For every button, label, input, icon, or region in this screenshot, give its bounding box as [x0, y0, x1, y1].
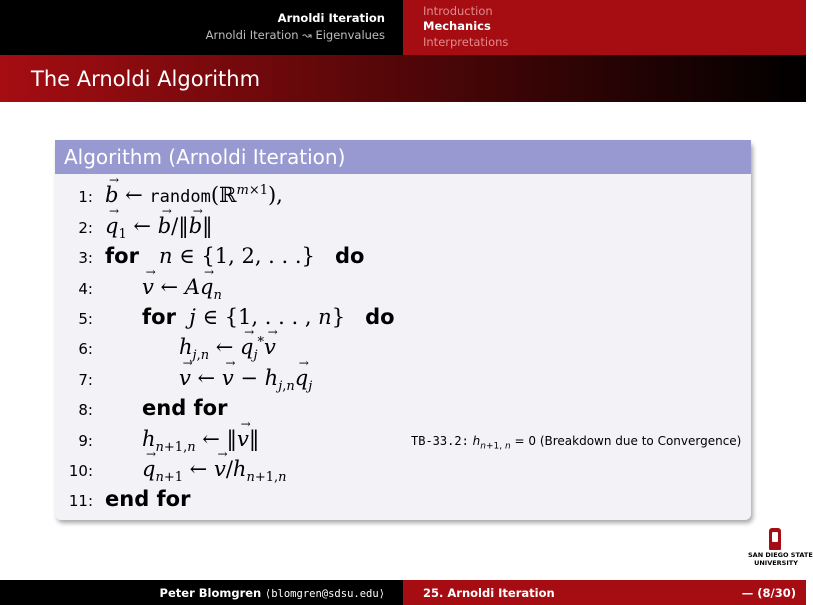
line-number: 7: [78, 371, 93, 389]
nav-mechanics[interactable]: Mechanics [423, 19, 491, 33]
algorithm-step: end for [142, 396, 228, 420]
algorithm-step: → v ← $A\to q_n$ [142, 275, 222, 303]
line-number: 6: [78, 340, 93, 358]
header-bar [0, 0, 806, 55]
page-number: — (8/30) [741, 586, 796, 600]
frame-title: The Arnoldi Algorithm [31, 67, 261, 91]
algorithm-block-title [55, 140, 751, 174]
algorithm-step: → b ← random(ℝ$^{m\times 1}$), [105, 183, 283, 207]
section-navigation [403, 0, 806, 55]
footer-right [403, 580, 806, 605]
algorithm-step: for j ∈ {1, . . . , n} do [142, 305, 395, 329]
algorithm-comment: TB-33.2: $h_{n+1, n} = 0$ (Breakdown due to Convergence) [411, 434, 742, 452]
comment-tag: TB-33.2: [411, 434, 469, 448]
algorithm-step: → $q_1$ ← → b/‖→ b‖ [105, 214, 213, 242]
algorithm-step: for n ∈ {1, 2, . . .} do [105, 244, 365, 268]
line-number: 4: [78, 280, 93, 298]
random-keyword: random [149, 187, 211, 207]
nav-interpretations[interactable]: Interpretations [423, 35, 509, 49]
algorithm-step: $h_{j,n}$ ← → $q_j^*\to v$ [179, 335, 276, 363]
line-number: 10: [68, 462, 93, 480]
algorithm-step: → $q_{n+1}$ ← → $v/h_{n+1,n}$ [142, 457, 286, 485]
university-logo [748, 528, 813, 568]
comment-text: = 0 (Breakdown due to Convergence) [514, 434, 742, 448]
header-left [0, 0, 403, 55]
algorithm-step: → v ← → $v - h_{j,n}\to q_j$ [179, 366, 312, 394]
nav-introduction[interactable]: Introduction [423, 4, 493, 18]
line-number: 2: [78, 219, 93, 237]
logo-mark-icon [769, 528, 781, 550]
line-number: 5: [78, 310, 93, 328]
presentation-title: Arnoldi Iteration [277, 11, 385, 25]
line-number: 8: [78, 401, 93, 419]
footer-left [0, 580, 403, 605]
author-name: Peter Blomgren [159, 586, 262, 600]
line-number: 11: [68, 492, 93, 510]
presentation-subtitle: Arnoldi Iteration ↝ Eigenvalues [205, 28, 385, 42]
footer-author [160, 586, 385, 600]
footer-bar [0, 580, 806, 605]
author-email: ⟨blomgren@sdsu.edu⟩ [264, 588, 385, 600]
algorithm-step: $h_{n+1,n}$ ← ‖→ v‖ [142, 427, 259, 455]
line-number: 1: [78, 188, 93, 206]
algorithm-title: Algorithm (Arnoldi Iteration) [64, 145, 346, 169]
algorithm-step: end for [105, 487, 191, 511]
footer-topic: 25. Arnoldi Iteration [423, 586, 555, 600]
line-number: 3: [78, 249, 93, 267]
algorithm-block [55, 140, 751, 520]
logo-line-2: UNIVERSITY [754, 559, 798, 567]
logo-line-1: SAN DIEGO STATE [748, 551, 813, 559]
line-number: 9: [78, 432, 93, 450]
frame-title-bar [0, 55, 806, 102]
